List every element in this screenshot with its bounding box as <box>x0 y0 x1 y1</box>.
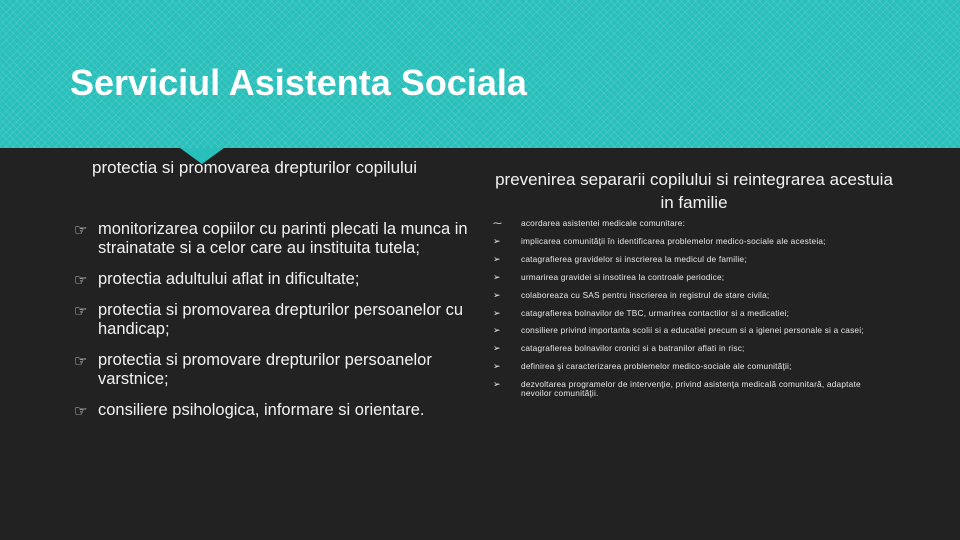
arrow-check-icon: ➢ <box>493 253 501 264</box>
arrow-check-icon: ➢ <box>493 378 501 389</box>
left-bullet-list <box>74 220 474 432</box>
hand-pointing-icon: ☞ <box>74 403 88 420</box>
hand-pointing-icon: ☞ <box>74 303 88 320</box>
wave-bullet-icon: ⁓ <box>493 218 503 228</box>
arrow-check-icon: ➢ <box>493 360 501 371</box>
list-item: ⁓ acordarea asistentei medicale comunitare: <box>493 218 686 228</box>
left-column-heading: protectia si promovarea drepturilor copilului <box>92 158 418 177</box>
list-item: ➢ catagrafierea bolnavilor de TBC, urmarirea contactilor si a medicatiei; <box>493 307 790 318</box>
list-item: ☞ monitorizarea copiilor cu parinti plecati la munca in strainatate si a celor care au instituita tutela; <box>74 220 468 257</box>
list-item: ☞ protectia si promovarea drepturilor persoanelor cu handicap; <box>74 301 464 338</box>
list-item: ☞ protectia si promovare drepturilor persoanelor varstnice; <box>74 351 432 388</box>
slide-title: Serviciul Asistenta Sociala <box>70 62 527 103</box>
list-item: ☞ protectia adultului aflat in dificultate; <box>74 270 360 289</box>
list-item: ➢ dezvoltarea programelor de intervenţie, privind asistenţa medicală comunitară, adaptate nevoilor comunităţii. <box>493 378 861 398</box>
list-item: ➢ definirea şi caracterizarea problemelor medico-sociale ale comunităţii; <box>493 360 792 371</box>
arrow-check-icon: ➢ <box>493 289 501 300</box>
arrow-check-icon: ➢ <box>493 235 501 246</box>
right-column-heading: prevenirea separarii copilului si reintegrarea acestuia in familie <box>495 170 893 212</box>
hand-pointing-icon: ☞ <box>74 353 88 370</box>
list-item: ➢ implicarea comunităţii în identificarea problemelor medico-sociale ale acesteia; <box>493 235 826 246</box>
arrow-check-icon: ➢ <box>493 271 501 282</box>
right-bullet-list <box>490 219 890 399</box>
list-item: ☞ consiliere psihologica, informare si orientare. <box>74 401 425 420</box>
list-item: ➢ catagrafierea gravidelor si inscrierea la medicul de familie; <box>493 253 747 264</box>
hand-pointing-icon: ☞ <box>74 272 88 289</box>
arrow-check-icon: ➢ <box>493 342 501 353</box>
hand-pointing-icon: ☞ <box>74 222 88 239</box>
list-item: ➢ catagrafierea bolnavilor cronici si a batranilor aflati in risc; <box>493 342 745 353</box>
list-item: ➢ urmarirea gravidei si insotirea la controale periodice; <box>493 271 725 282</box>
arrow-check-icon: ➢ <box>493 325 501 335</box>
arrow-check-icon: ➢ <box>493 307 501 318</box>
list-item: ➢ colaboreaza cu SAS pentru inscrierea in registrul de stare civila; <box>493 289 770 300</box>
list-item: ➢ consiliere privind importanta scolii si a educatiei precum si a igienei personale si a casei; <box>493 325 864 335</box>
